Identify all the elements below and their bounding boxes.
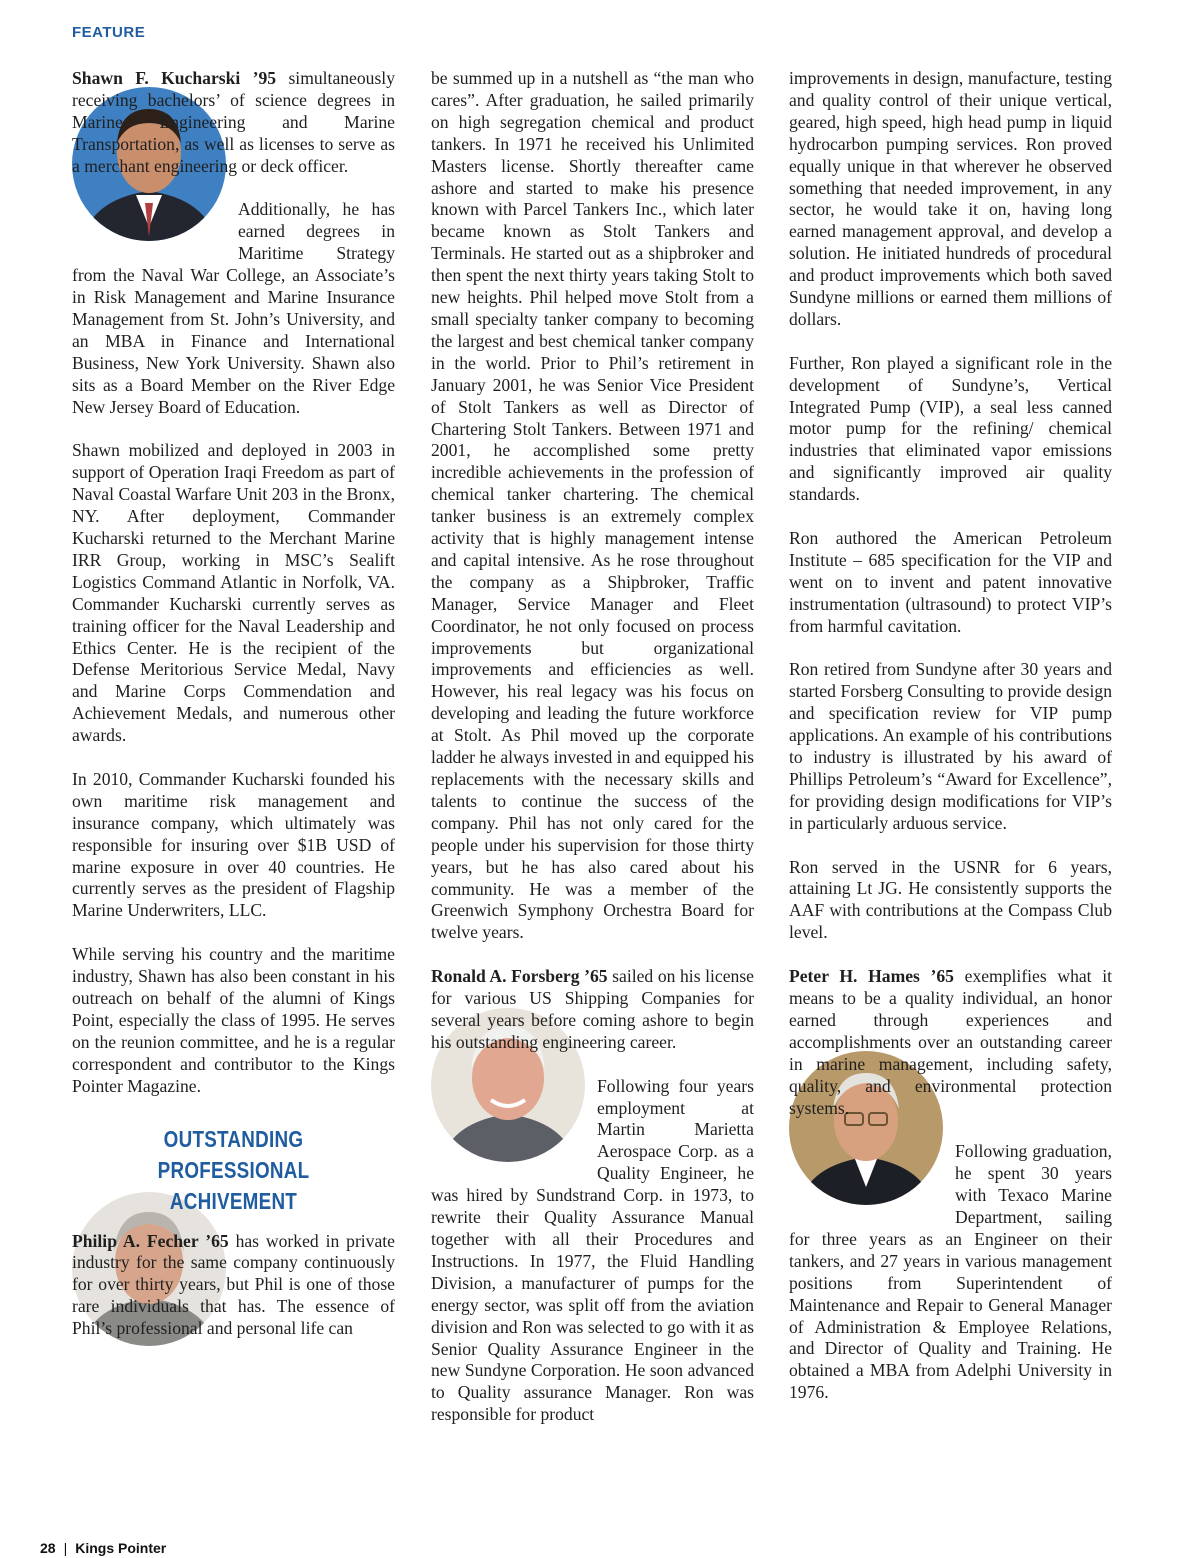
name-kucharski: Shawn F. Kucharski ’95 — [72, 68, 277, 88]
paragraph-kucharski-intro: Shawn F. Kucharski ’95 simultaneously receiving bachelors’ of science degrees in Marine Engineering and Marine Transportation, as well as licenses to serve as a merchant engineering or deck officer. — [72, 68, 395, 176]
paragraph-hames-intro: Peter H. Hames ’65 exemplifies what it means to be a quality individual, an honor earned through experiences and accomplishments over an outstanding career in marine management, including safety, quality, and environmental protection systems. — [789, 966, 1112, 1118]
column-1 — [72, 68, 395, 1362]
paragraph-kucharski-outreach: While serving his country and the maritime industry, Shawn has also been constant in his outreach on behalf of the alumni of Kings Point, especially the class of 1995. He serves on the reunion committee, and he is a regular correspondent and contributor to the Kings Pointer Magazine. — [72, 944, 395, 1096]
section-label: FEATURE — [72, 24, 146, 41]
paragraph-kucharski-degrees: Additionally, he has earned degrees in Maritime Strategy from the Naval War College, an Associate’s in Risk Management and Marine Insurance Management from St. John’s University, and an MBA in Finance and International Business, New York University. Shawn also sits as a Board Member on the River Edge New Jersey Board of Education. — [72, 199, 395, 417]
page-footer — [40, 1540, 166, 1556]
footer-separator: | — [63, 1540, 68, 1556]
publication-name: Kings Pointer — [75, 1540, 167, 1556]
page-number: 28 — [40, 1540, 56, 1556]
paragraph-forsberg-api: Ron authored the American Petroleum Institute – 685 specification for the VIP and went on to invent and patent innovative instrumentation (ultrasound) to protect VIP’s from harmful cavitation. — [789, 528, 1112, 636]
paragraph-hames-career: Following graduation, he spent 30 years with Texaco Marine Department, sailing for three years as an Engineer on their tankers, and 27 years in various management positions from Superintendent of Maintenance and Repair to General Manager of Administration & Employee Relations, and Director of Quality and Training. He obtained a MBA from Adelphi University in 1976. — [789, 1141, 1112, 1403]
paragraph-forsberg-intro: Ronald A. Forsberg ’65 sailed on his license for various US Shipping Companies for several years before coming ashore to begin his outstanding engineering career. — [431, 966, 754, 1052]
paragraph-forsberg-consulting: Ron retired from Sundyne after 30 years and started Forsberg Consulting to provide design and specification review for VIP pump applications. An example of his contributions to industry is illustrated by his award of Phillips Petroleum’s “Award for Excellence”, for providing design modifications for VIP’s in particularly arduous service. — [789, 659, 1112, 833]
name-forsberg: Ronald A. Forsberg ’65 — [431, 966, 608, 987]
name-hames: Peter H. Hames ’65 — [789, 966, 954, 987]
paragraph-forsberg-usnr: Ron served in the USNR for 6 years, attaining Lt JG. He consistently supports the AAF with contributions at the Compass Club level. — [789, 856, 1112, 943]
paragraph-forsberg-improvements: improvements in design, manufacture, testing and quality control of their unique vertical, geared, high speed, high head pump in liquid hydrocarbon pumping services. Ron proved equally unique in that wherever he observed something that needed improvement, in any sector, he would take it on, having long earned management approval, and develop a solution. He initiated hundreds of procedural and product improvements which both saved Sundyne millions or earned them millions of dollars. — [789, 68, 1112, 329]
column-3 — [789, 68, 1112, 1426]
paragraph-forsberg-career: Following four years employment at Martin Marietta Aerospace Corp. as a Quality Engineer, he was hired by Sundstrand Corp. in 1973, to rewrite their Quality Assurance Manual together with all their Procedures and Instructions. In 1977, the Fluid Handling Division, a manufacturer of pumps for the energy sector, was split off from the aviation division and Ron was selected to go with it as Senior Quality Assurance Engineer in the new Sundyne Corporation. He soon advanced to Quality assurance Manager. Ron was responsible for product — [431, 1075, 754, 1425]
paragraph-fecher-career: be summed up in a nutshell as “the man who cares”. After graduation, he sailed primarily on high segregation chemical and product tankers. In 1971 he received his Unlimited Masters license. Shortly thereafter came ashore and started to make his presence known with Parcel Tankers Inc., which later became known as Stolt Tankers and Terminals. He started out as a shipbroker and then spent the next thirty years taking Stolt to new heights. Phil helped move Stolt from a small specialty tanker company to becoming the largest and best chemical tanker company in the world. Prior to Phil’s retirement in January 2001, he was Senior Vice President of Stolt Tankers as well as Director of Chartering Stolt Tankers. Between 1971 and 2001, he accomplished some pretty incredible achievements in the profession of chemical tanker chartering. The chemical tanker business is an extremely complex activity that is highly management intense and capital intensive. As he rose throughout the company as a Shipbroker, Traffic Manager, Service Manager and Fleet Coordinator, he not only focused on process improvements but organizational improvements and efficiencies as well. However, his real legacy was his focus on developing and leading the future workforce at Stolt. As Phil moved up the corporate ladder he always invested in and equipped his replacements with the necessary skills and talents to continue the success of the company. Phil has not only cared for the people under his supervision for those thirty years, but he has also cared about his community. He was a member of the Greenwich Symphony Orchestra Board for twelve years. — [431, 68, 754, 943]
paragraph-forsberg-vip: Further, Ron played a significant role in the development of Sundyne’s, Vertical Integrated Pump (VIP), a seal less canned motor pump for the refining/ chemical industries that eliminated vapor emissions and significantly improved air quality standards. — [789, 352, 1112, 505]
paragraph-kucharski-deployment: Shawn mobilized and deployed in 2003 in support of Operation Iraqi Freedom as part of Naval Coastal Warfare Unit 203 in the Bronx, NY. After deployment, Commander Kucharski returned to the Merchant Marine IRR Group, working in MSC’s Sealift Logistics Command Atlantic in Norfolk, VA. Commander Kucharski currently serves as training officer for the Naval Leadership and Ethics Center. He is the recipient of the Defense Meritorious Service Medal, Navy and Marine Corps Commendation and Achievement Medals, and numerous other awards. — [72, 440, 395, 746]
section-heading: OUTSTANDING PROFESSIONAL ACHIVEMENT — [157, 1125, 310, 1214]
column-2 — [431, 68, 754, 1448]
paragraph-fecher-intro: Philip A. Fecher ’65 has worked in private industry for the same company continuously for over thirty years, but Phil is one of those rare individuals that has. The essence of Phil’s professional and personal life can — [72, 1230, 395, 1339]
name-fecher: Philip A. Fecher ’65 — [72, 1230, 229, 1251]
paragraph-kucharski-company: In 2010, Commander Kucharski founded his own maritime risk management and insurance company, which ultimately was responsible for insuring over $1B USD of marine exposure in over 40 countries. He currently serves as the president of Flagship Marine Underwriters, LLC. — [72, 768, 395, 921]
